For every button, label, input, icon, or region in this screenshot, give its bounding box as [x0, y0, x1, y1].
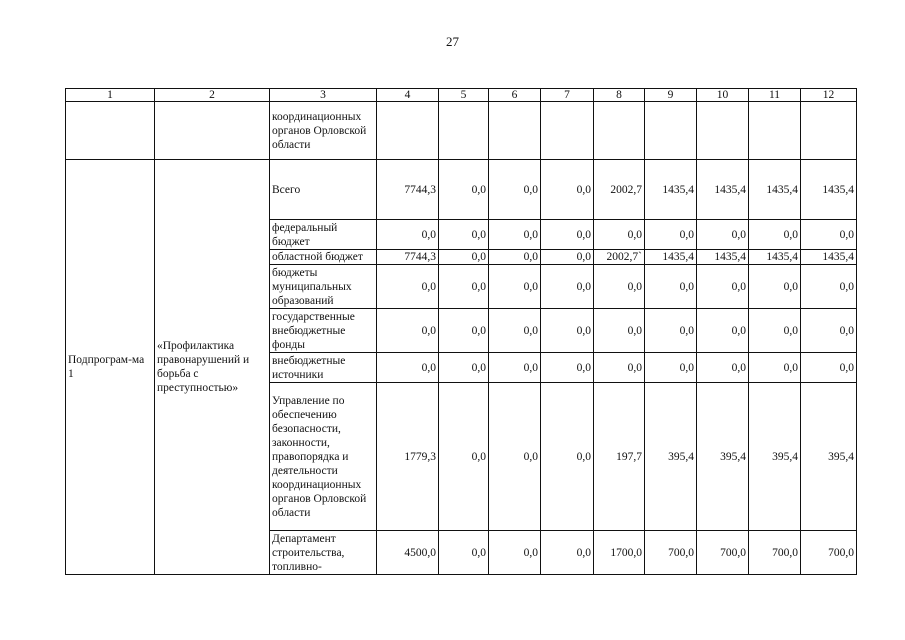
- column-header: 12: [801, 89, 857, 102]
- value-cell: 0,0: [697, 353, 749, 383]
- value-cell: 0,0: [801, 309, 857, 353]
- page-number: 27: [446, 34, 459, 49]
- value-cell: 0,0: [439, 353, 489, 383]
- value-cell: 0,0: [697, 265, 749, 309]
- value-cell: 0,0: [489, 353, 541, 383]
- value-cell: 0,0: [489, 220, 541, 250]
- table-cell: [645, 102, 697, 160]
- column-header: 3: [270, 89, 377, 102]
- value-cell: 0,0: [489, 383, 541, 531]
- value-cell: 700,0: [801, 531, 857, 575]
- value-cell: 700,0: [697, 531, 749, 575]
- value-cell: 0,0: [801, 220, 857, 250]
- value-cell: 0,0: [749, 220, 801, 250]
- value-cell: 0,0: [377, 265, 439, 309]
- value-cell: 0,0: [645, 309, 697, 353]
- value-cell: 0,0: [749, 309, 801, 353]
- value-cell: 0,0: [489, 309, 541, 353]
- value-cell: 1435,4: [801, 160, 857, 220]
- table-cell: [749, 102, 801, 160]
- row-label: федеральный бюджет: [270, 220, 377, 250]
- value-cell: 1435,4: [801, 250, 857, 265]
- column-number-row: [66, 89, 857, 102]
- table-cell: [489, 102, 541, 160]
- column-header: 11: [749, 89, 801, 102]
- column-header: 2: [155, 89, 270, 102]
- row-label: бюджеты муниципальных образований: [270, 265, 377, 309]
- row-label: координационных органов Орловской области: [270, 102, 377, 160]
- value-cell: 0,0: [439, 265, 489, 309]
- column-header: 7: [541, 89, 594, 102]
- value-cell: 2002,7: [594, 160, 645, 220]
- value-cell: 395,4: [749, 383, 801, 531]
- value-cell: 0,0: [645, 220, 697, 250]
- value-cell: 0,0: [489, 531, 541, 575]
- column-header: 8: [594, 89, 645, 102]
- value-cell: 2002,7`: [594, 250, 645, 265]
- value-cell: 1435,4: [697, 160, 749, 220]
- budget-table: [65, 88, 857, 575]
- value-cell: 0,0: [801, 353, 857, 383]
- value-cell: 0,0: [489, 250, 541, 265]
- value-cell: 7744,3: [377, 160, 439, 220]
- column-header: 6: [489, 89, 541, 102]
- value-cell: 4500,0: [377, 531, 439, 575]
- value-cell: 1435,4: [697, 250, 749, 265]
- value-cell: 197,7: [594, 383, 645, 531]
- row-label: областной бюджет: [270, 250, 377, 265]
- subprogram-title: «Профилактика правонарушений и борьба с преступностью»: [155, 160, 270, 575]
- column-header: 10: [697, 89, 749, 102]
- value-cell: 0,0: [594, 353, 645, 383]
- value-cell: 0,0: [645, 265, 697, 309]
- value-cell: 0,0: [377, 353, 439, 383]
- value-cell: 1779,3: [377, 383, 439, 531]
- value-cell: 0,0: [594, 309, 645, 353]
- subprogram-name: Подпрограм-ма 1: [66, 160, 155, 575]
- value-cell: 0,0: [439, 383, 489, 531]
- value-cell: 0,0: [439, 220, 489, 250]
- column-header: 4: [377, 89, 439, 102]
- value-cell: 0,0: [645, 353, 697, 383]
- value-cell: 1435,4: [645, 250, 697, 265]
- value-cell: 1435,4: [749, 250, 801, 265]
- table-cell: [155, 102, 270, 160]
- value-cell: 0,0: [439, 531, 489, 575]
- row-label: Департамент строительства, топливно-: [270, 531, 377, 575]
- value-cell: 0,0: [594, 265, 645, 309]
- value-cell: 0,0: [749, 353, 801, 383]
- row-label: Управление по обеспечению безопасности, законности, правопорядка и деятельности координационных органов Орловской области: [270, 383, 377, 531]
- value-cell: 0,0: [377, 309, 439, 353]
- value-cell: 1700,0: [594, 531, 645, 575]
- table-cell: [541, 102, 594, 160]
- value-cell: 0,0: [541, 220, 594, 250]
- column-header: 1: [66, 89, 155, 102]
- table-cell: [594, 102, 645, 160]
- value-cell: 0,0: [439, 250, 489, 265]
- value-cell: 0,0: [541, 309, 594, 353]
- row-label: Всего: [270, 160, 377, 220]
- value-cell: 395,4: [801, 383, 857, 531]
- value-cell: 700,0: [749, 531, 801, 575]
- value-cell: 0,0: [541, 265, 594, 309]
- column-header: 5: [439, 89, 489, 102]
- value-cell: 0,0: [541, 353, 594, 383]
- value-cell: 0,0: [439, 160, 489, 220]
- value-cell: 0,0: [697, 220, 749, 250]
- value-cell: 0,0: [541, 383, 594, 531]
- value-cell: 0,0: [541, 531, 594, 575]
- value-cell: 700,0: [645, 531, 697, 575]
- table-row: [66, 102, 857, 160]
- value-cell: 0,0: [594, 220, 645, 250]
- column-header: 9: [645, 89, 697, 102]
- table-cell: [439, 102, 489, 160]
- table-row: [66, 160, 857, 220]
- value-cell: 0,0: [489, 265, 541, 309]
- value-cell: 395,4: [697, 383, 749, 531]
- value-cell: 0,0: [541, 250, 594, 265]
- row-label: внебюджетные источники: [270, 353, 377, 383]
- value-cell: 0,0: [749, 265, 801, 309]
- value-cell: 7744,3: [377, 250, 439, 265]
- value-cell: 0,0: [801, 265, 857, 309]
- table-cell: [66, 102, 155, 160]
- row-label: государственные внебюджетные фонды: [270, 309, 377, 353]
- value-cell: 0,0: [489, 160, 541, 220]
- table-cell: [697, 102, 749, 160]
- value-cell: 1435,4: [645, 160, 697, 220]
- table-cell: [377, 102, 439, 160]
- value-cell: 0,0: [697, 309, 749, 353]
- value-cell: 0,0: [541, 160, 594, 220]
- value-cell: 395,4: [645, 383, 697, 531]
- value-cell: 1435,4: [749, 160, 801, 220]
- value-cell: 0,0: [377, 220, 439, 250]
- value-cell: 0,0: [439, 309, 489, 353]
- table-cell: [801, 102, 857, 160]
